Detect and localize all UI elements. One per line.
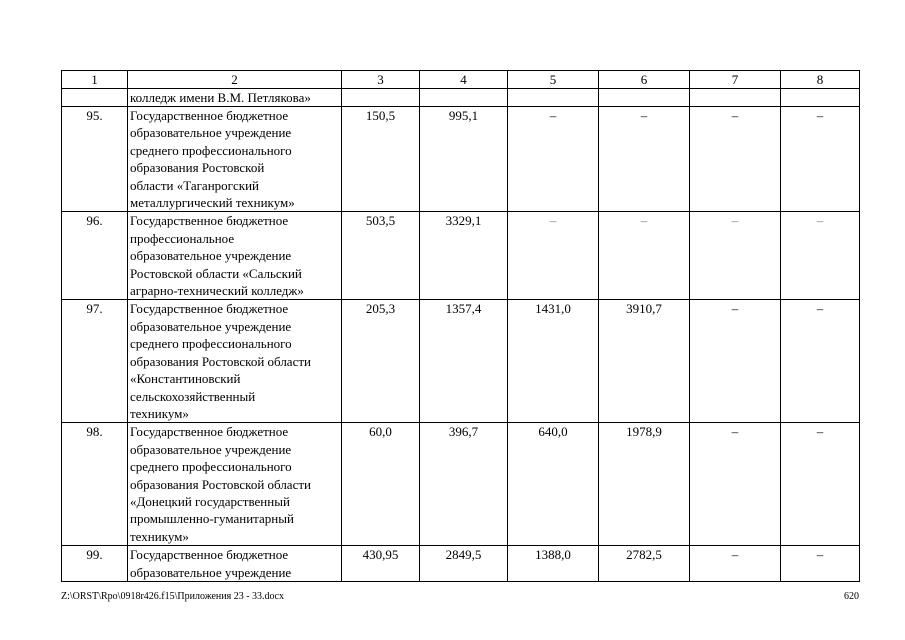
cell-col5: – bbox=[508, 107, 599, 212]
cell-col7: – bbox=[690, 546, 781, 582]
footer-page-number: 620 bbox=[844, 591, 859, 602]
cell-col7: – bbox=[690, 212, 781, 300]
table-row bbox=[62, 107, 860, 212]
table-row bbox=[62, 423, 860, 546]
continuation-row bbox=[62, 89, 860, 107]
cell-col3: 205,3 bbox=[342, 300, 420, 423]
cell-col4: 3329,1 bbox=[420, 212, 508, 300]
column-header: 3 bbox=[342, 71, 420, 89]
table-row bbox=[62, 212, 860, 300]
cell-col8: – bbox=[781, 546, 860, 582]
institution-name: Государственное бюджетное образовательное учреждение среднего профессионального образования Ростовской области «Константиновский сельскохозяйственный техникум» bbox=[128, 300, 342, 423]
cell-col4: 396,7 bbox=[420, 423, 508, 546]
cell-col4: 995,1 bbox=[420, 107, 508, 212]
column-header: 6 bbox=[599, 71, 690, 89]
institution-name: Государственное бюджетное образовательное учреждение среднего профессионального образования Ростовской области «Донецкий государственный промышленно-гуманитарный техникум» bbox=[128, 423, 342, 546]
institution-name: Государственное бюджетное образовательное учреждение среднего профессионального образования Ростовской области «Таганрогский металлургический техникум» bbox=[128, 107, 342, 212]
cell-col5: – bbox=[508, 212, 599, 300]
cell-col6: 1978,9 bbox=[599, 423, 690, 546]
cell-col3: 430,95 bbox=[342, 546, 420, 582]
cell-col3: 60,0 bbox=[342, 423, 420, 546]
cell-col8: – bbox=[781, 300, 860, 423]
cell-col7: – bbox=[690, 107, 781, 212]
header-row bbox=[62, 71, 860, 89]
institution-name: Государственное бюджетное образовательное учреждение bbox=[128, 546, 342, 582]
cell-col4: 2849,5 bbox=[420, 546, 508, 582]
column-header: 7 bbox=[690, 71, 781, 89]
cell-col8: – bbox=[781, 107, 860, 212]
continuation-text: колледж имени В.М. Петлякова» bbox=[128, 89, 342, 107]
row-number: 95. bbox=[62, 107, 128, 212]
cell-col6: 3910,7 bbox=[599, 300, 690, 423]
cell-col8: – bbox=[781, 212, 860, 300]
cell-col4: 1357,4 bbox=[420, 300, 508, 423]
cell-col5: 640,0 bbox=[508, 423, 599, 546]
row-number: 98. bbox=[62, 423, 128, 546]
column-header: 1 bbox=[62, 71, 128, 89]
budget-table bbox=[61, 70, 860, 582]
column-header: 2 bbox=[128, 71, 342, 89]
cell-col3: 150,5 bbox=[342, 107, 420, 212]
cell-col7: – bbox=[690, 423, 781, 546]
cell-col7: – bbox=[690, 300, 781, 423]
column-header: 4 bbox=[420, 71, 508, 89]
cell-col6: – bbox=[599, 107, 690, 212]
cell-col6: 2782,5 bbox=[599, 546, 690, 582]
cell-col8: – bbox=[781, 423, 860, 546]
column-header: 5 bbox=[508, 71, 599, 89]
table-row bbox=[62, 546, 860, 582]
row-number: 99. bbox=[62, 546, 128, 582]
cell-col6: – bbox=[599, 212, 690, 300]
cell-col5: 1431,0 bbox=[508, 300, 599, 423]
cell-col5: 1388,0 bbox=[508, 546, 599, 582]
footer-file-path: Z:\ORST\Rpo\0918r426.f15\Приложения 23 - 33.docx bbox=[61, 591, 284, 602]
column-header: 8 bbox=[781, 71, 860, 89]
row-number: 96. bbox=[62, 212, 128, 300]
institution-name: Государственное бюджетное профессиональное образовательное учреждение Ростовской области «Сальский аграрно-технический колледж» bbox=[128, 212, 342, 300]
cell-col3: 503,5 bbox=[342, 212, 420, 300]
table-row bbox=[62, 300, 860, 423]
row-number: 97. bbox=[62, 300, 128, 423]
